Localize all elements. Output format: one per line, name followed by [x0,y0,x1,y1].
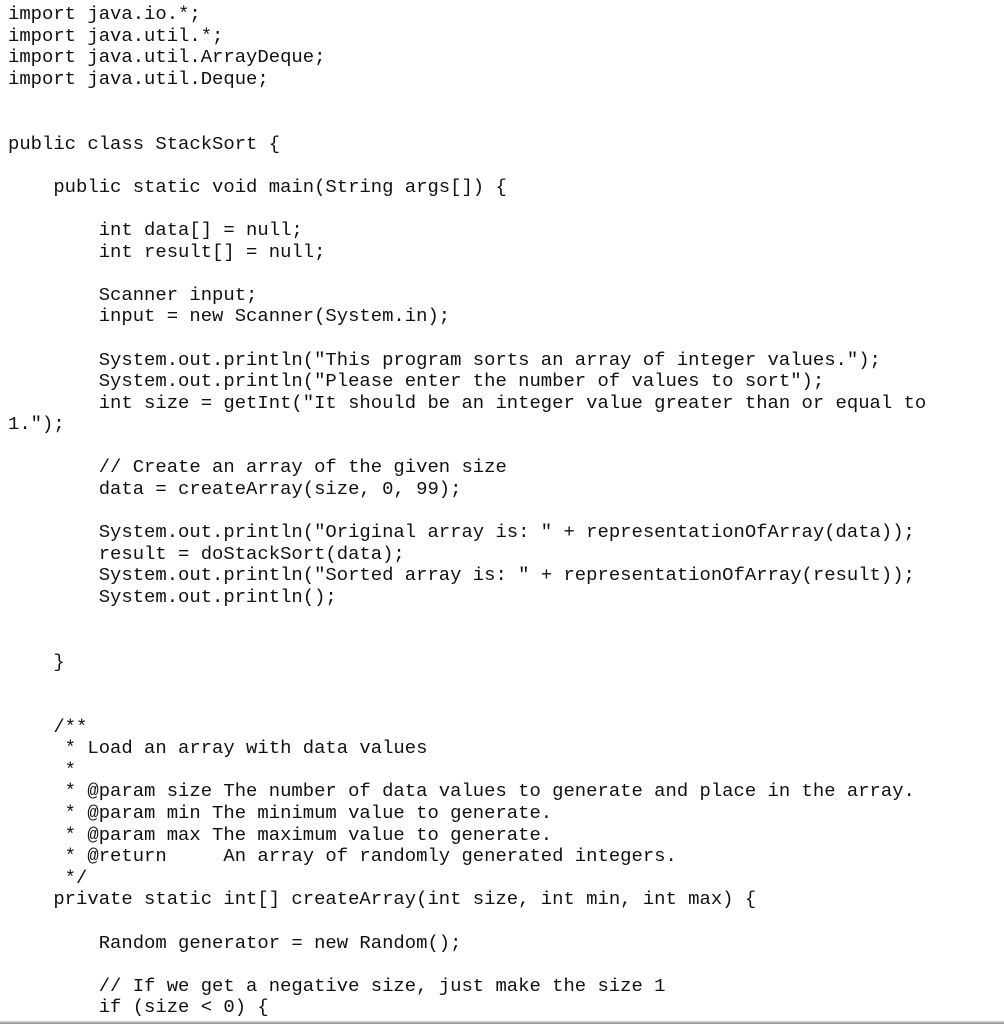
code-line-13 [8,263,1004,285]
code-line-34: /** [8,715,88,738]
code-line-6 [8,112,1004,134]
code-line-1: import java.io.*; [8,3,201,25]
code-line-15: input = new Scanner(System.in); [8,305,451,328]
code-line-26: result = doStackSort(data); [8,542,405,565]
code-line-42: private static int[] createArray(int size, int min, int max) { [8,888,757,911]
code-line-37: * @param size The number of data values to generate and place in the array. [8,780,915,803]
code-line-14: Scanner input; [8,283,258,306]
code-line-45 [8,954,1004,976]
code-line-40: * @return An array of randomly generated integers. [8,845,677,868]
code-line-8 [8,155,1004,177]
code-line-18: System.out.println("Please enter the number of values to sort"); [8,370,825,393]
code-line-3: import java.util.ArrayDeque; [8,46,326,69]
code-line-16 [8,328,1004,350]
code-line-36: * [8,758,77,781]
code-line-39: * @param max The maximum value to generate. [8,823,553,846]
code-line-4: import java.util.Deque; [8,67,269,90]
code-line-38: * @param min The minimum value to generate. [8,801,553,824]
code-line-31: } [8,650,65,673]
code-line-12: int result[] = null; [8,240,326,263]
code-line-47: if (size < 0) { [8,996,269,1019]
code-line-10 [8,198,1004,220]
code-line-22: // Create an array of the given size [8,456,507,479]
code-line-29 [8,609,1004,631]
code-line-44: Random generator = new Random(); [8,931,462,954]
code-line-30 [8,630,1004,652]
code-line-41: */ [8,866,88,889]
code-line-28: System.out.println(); [8,586,337,609]
code-line-25: System.out.println("Original array is: " + representationOfArray(data)); [8,521,915,544]
code-line-43 [8,911,1004,933]
code-line-24 [8,501,1004,523]
code-line-35: * Load an array with data values [8,737,428,760]
code-line-19: int size = getInt("It should be an integer value greater than or equal to [8,391,927,414]
code-line-20: 1."); [8,413,65,436]
code-line-32 [8,673,1004,695]
code-line-17: System.out.println("This program sorts an array of integer values."); [8,348,881,371]
code-line-27: System.out.println("Sorted array is: " + representationOfArray(result)); [8,564,915,587]
code-line-11: int data[] = null; [8,218,303,241]
code-line-23: data = createArray(size, 0, 99); [8,478,462,501]
code-line-46: // If we get a negative size, just make the size 1 [8,974,666,997]
code-line-21 [8,436,1004,458]
code-line-33 [8,695,1004,717]
code-line-9: public static void main(String args[]) { [8,175,507,198]
code-line-7: public class StackSort { [8,132,281,155]
code-line-5 [8,90,1004,112]
code-line-2: import java.util.*; [8,24,224,47]
